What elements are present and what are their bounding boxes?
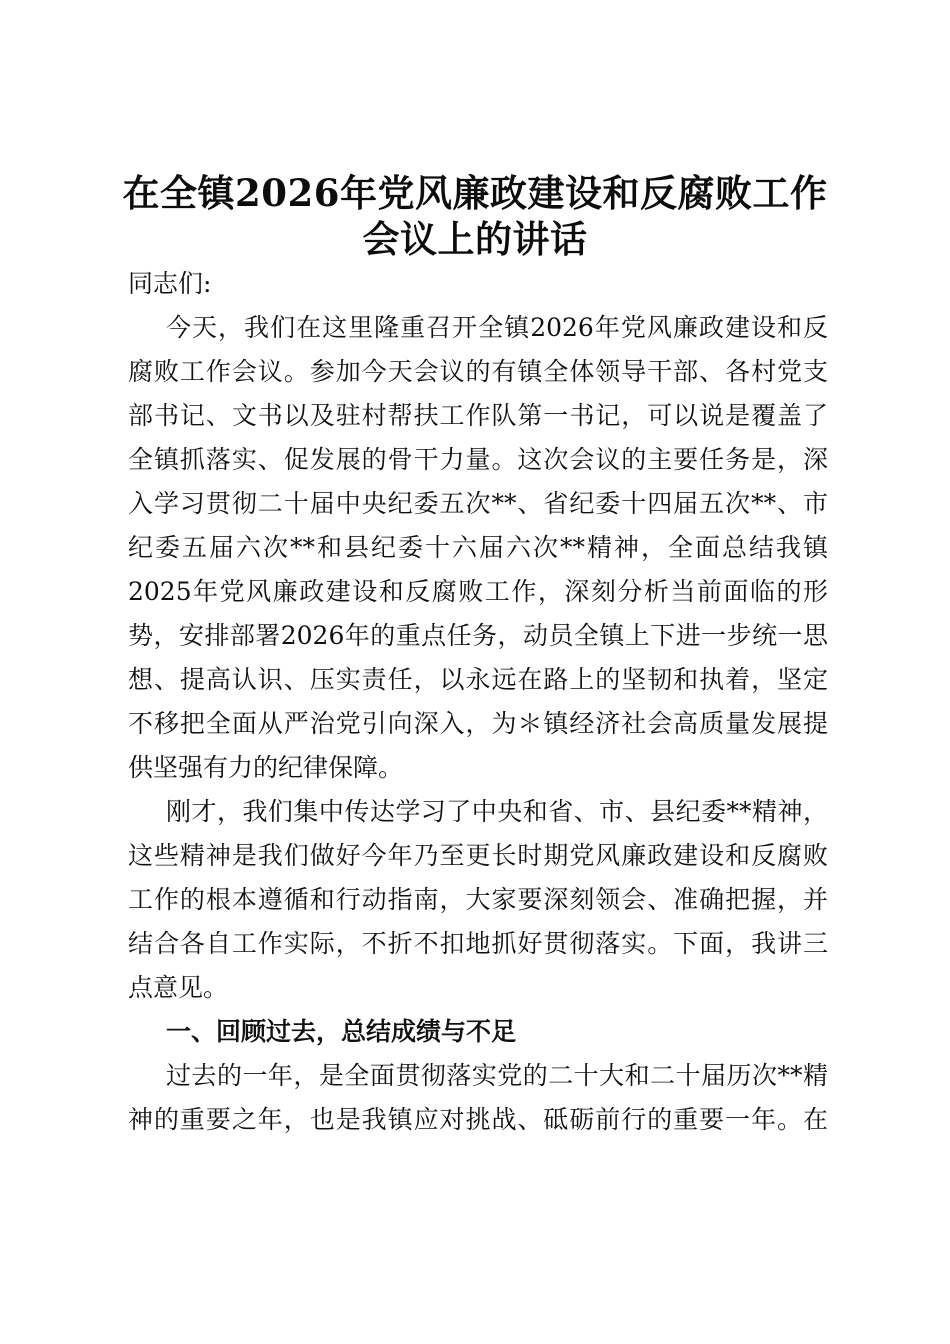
paragraph-2 [128,790,828,1010]
paragraph-line: 2025年党风廉政建设和反腐败工作，深刻分析当前面临的形 [128,577,828,606]
paragraph-line: 纪委五届六次**和县纪委十六届六次**精神，全面总结我镇 [128,533,828,562]
paragraph-line: 这些精神是我们做好今年乃至更长时期党风廉政建设和反腐败 [128,841,828,870]
paragraph-line: 刚才，我们集中传达学习了中央和省、市、县纪委**精神， [166,797,828,826]
paragraph-line: 不移把全面从严治党引向深入，为＊镇经济社会高质量发展提 [128,709,828,738]
paragraph-line: 点意见。 [128,973,229,1002]
paragraph-line: 入学习贯彻二十届中央纪委五次**、省纪委十四届五次**、市 [128,489,828,518]
title-line-1: 在全镇2026年党风廉政建设和反腐败工作 [122,171,828,215]
paragraph-line: 腐败工作会议。参加今天会议的有镇全体领导干部、各村党支 [128,357,828,386]
paragraph-line: 势，安排部署2026年的重点任务，动员全镇上下进一步统一思 [128,621,828,650]
section-heading: 一、回顾过去，总结成绩与不足 [166,1017,517,1046]
paragraph-line: 结合各自工作实际，不折不扣地抓好贯彻落实。下面，我讲三 [128,929,828,958]
paragraph-line: 神的重要之年，也是我镇应对挑战、砥砺前行的重要一年。在 [128,1105,828,1134]
paragraph-line: 供坚强有力的纪律保障。 [128,753,404,782]
paragraph-line: 今天，我们在这里隆重召开全镇2026年党风廉政建设和反 [166,313,828,342]
title-line-2: 会议上的讲话 [362,217,588,261]
document-title [100,170,850,262]
paragraph-line: 想、提高认识、压实责任，以永远在路上的坚韧和执着，坚定 [128,665,828,694]
paragraph-line: 过去的一年，是全面贯彻落实党的二十大和二十届历次**精 [166,1061,828,1090]
paragraph-line: 部书记、文书以及驻村帮扶工作队第一书记，可以说是覆盖了 [128,401,828,430]
paragraph-1 [128,306,828,790]
paragraph-line: 全镇抓落实、促发展的骨干力量。这次会议的主要任务是，深 [128,445,828,474]
paragraph-3 [128,1054,828,1142]
salutation: 同志们: [128,269,212,298]
document-body [128,262,828,1142]
paragraph-line: 工作的根本遵循和行动指南，大家要深刻领会、准确把握，并 [128,885,828,914]
